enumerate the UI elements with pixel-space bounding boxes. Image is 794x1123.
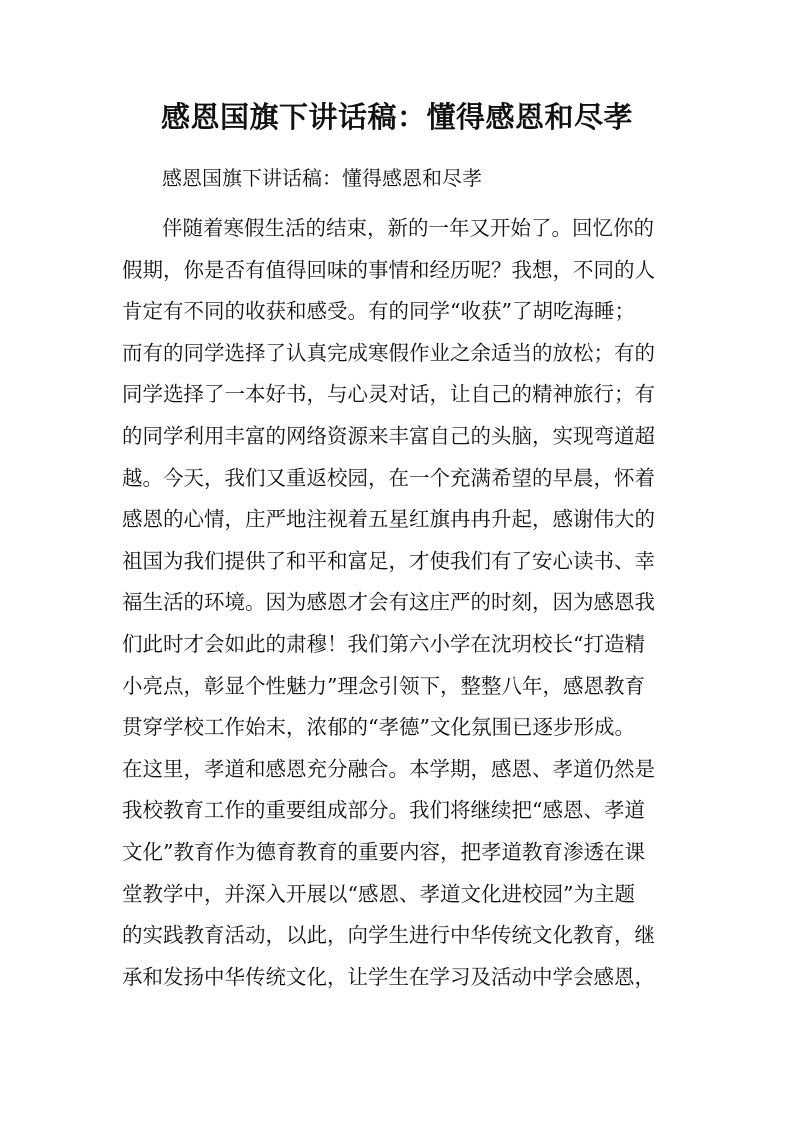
paragraph-line: 在这里，孝道和感恩充分融合。本学期，感恩、孝道仍然是 [122, 756, 655, 781]
paragraph-line: 同学选择了一本好书，与心灵对话，让自己的精神旅行；有 [122, 382, 655, 407]
document-subtitle: 感恩国旗下讲话稿：懂得感恩和尽孝 [162, 166, 482, 190]
paragraph-line: 肯定有不同的收获和感受。有的同学“收获”了胡吃海睡； [122, 299, 635, 324]
paragraph-line: 伴随着寒假生活的结束，新的一年又开始了。回忆你的 [162, 216, 654, 240]
paragraph-line: 的同学利用丰富的网络资源来丰富自己的头脑，实现弯道超 [122, 423, 655, 448]
document-title: 感恩国旗下讲话稿：懂得感恩和尽孝 [160, 100, 633, 134]
body-paragraph [122, 208, 682, 998]
paragraph-line: 们此时才会如此的肃穆！我们第六小学在沈玥校长“打造精 [122, 631, 645, 656]
paragraph-line: 的实践教育活动，以此，向学生进行中华传统文化教育，继 [122, 923, 655, 948]
paragraph-line: 堂教学中，并深入开展以“感恩、孝道文化进校园”为主题 [122, 881, 635, 906]
paragraph-line: 小亮点，彰显个性魅力”理念引领下，整整八年，感恩教育 [122, 673, 645, 698]
paragraph-line: 感恩的心情，庄严地注视着五星红旗冉冉升起，感谢伟大的 [122, 507, 655, 532]
paragraph-line: 我校教育工作的重要组成部分。我们将继续把“感恩、孝道 [122, 798, 645, 823]
paragraph-line: 假期，你是否有值得回味的事情和经历呢？我想，不同的人 [122, 257, 655, 282]
paragraph-line: 文化”教育作为德育教育的重要内容，把孝道教育渗透在课 [122, 839, 645, 864]
paragraph-line: 而有的同学选择了认真完成寒假作业之余适当的放松；有的 [122, 340, 655, 365]
paragraph-line: 贯穿学校工作始末，浓郁的“孝德”文化氛围已逐步形成。 [122, 715, 635, 740]
paragraph-line: 承和发扬中华传统文化，让学生在学习及活动中学会感恩， [122, 964, 655, 989]
paragraph-line: 越。今天，我们又重返校园，在一个充满希望的早晨，怀着 [122, 465, 655, 490]
paragraph-line: 祖国为我们提供了和平和富足，才使我们有了安心读书、幸 [122, 548, 655, 573]
paragraph-line: 福生活的环境。因为感恩才会有这庄严的时刻，因为感恩我 [122, 590, 655, 615]
